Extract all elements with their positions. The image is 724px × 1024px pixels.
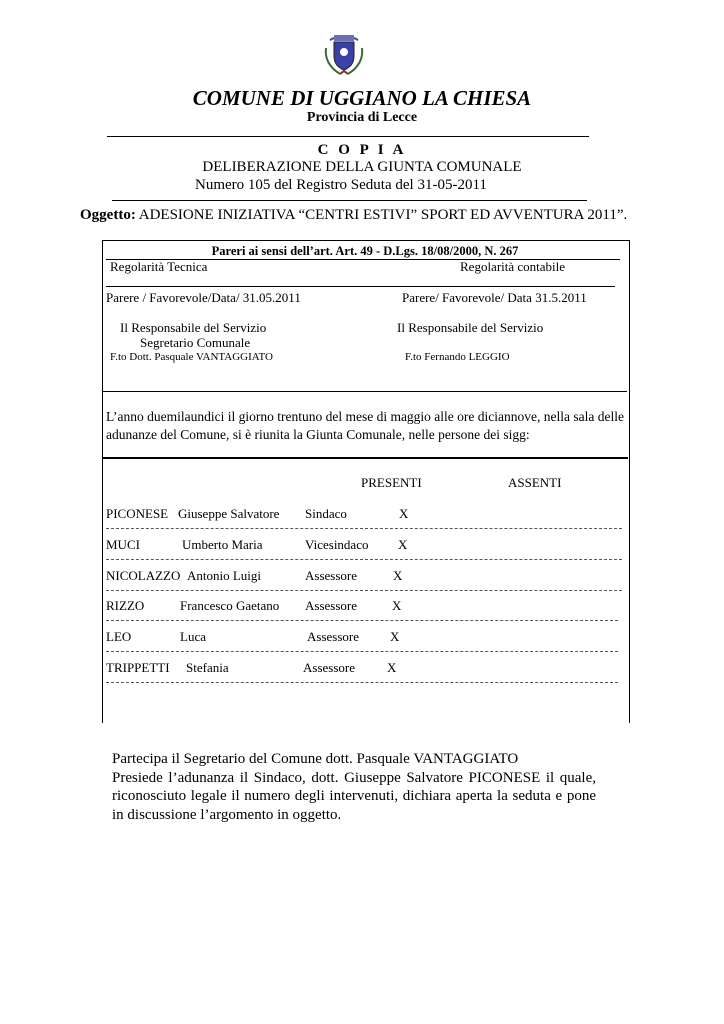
registro-line: Numero 105 del Registro Seduta del 31-05-2011	[195, 177, 487, 193]
member-presente-mark: X	[399, 506, 409, 521]
member-name: Antonio Luigi	[187, 568, 262, 583]
row-divider	[106, 528, 622, 529]
row-divider	[106, 682, 618, 683]
firma-contabile: F.to Fernando LEGGIO	[405, 351, 510, 363]
divider	[107, 136, 589, 137]
seduta-paragraph: L’anno duemilaundici il giorno trentuno del mese di maggio alle ore diciannove, nella sala delle adunanze del Comune, si è riunita la Giunta Comunale, nelle persone dei sigg:	[106, 409, 624, 442]
row-divider	[106, 559, 622, 560]
member-role: Assessore	[305, 598, 357, 613]
member-presente-mark: X	[390, 629, 400, 644]
divider	[106, 286, 615, 287]
pareri-title: Pareri ai sensi dell’art. Art. 49 - D.Lgs. 18/08/2000, N. 267	[211, 244, 519, 258]
member-role: Assessore	[307, 629, 359, 644]
presidenza-text: Presiede l’adunanza il Sindaco, dott. Giuseppe Salvatore PICONESE il quale, riconosciuto legale il numero degli intervenuti, dichiara aperta la seduta e pone in discussione l’argomento in oggetto.	[112, 769, 596, 823]
divider	[103, 391, 627, 392]
member-surname: RIZZO	[106, 598, 145, 613]
oggetto-label: Oggetto:	[80, 207, 136, 223]
member-surname: NICOLAZZO	[106, 568, 181, 583]
member-role: Vicesindaco	[305, 537, 369, 552]
member-role: Sindaco	[305, 506, 347, 521]
member-presente-mark: X	[393, 568, 403, 583]
divider	[112, 200, 587, 201]
regolarita-contabile: Regolarità contabile	[460, 259, 566, 274]
provincia: Provincia di Lecce	[306, 110, 418, 125]
member-name: Stefania	[186, 660, 229, 675]
firma-tecnico: F.to Dott. Pasquale VANTAGGIATO	[110, 351, 273, 363]
responsabile-contabile: Il Responsabile del Servizio	[397, 320, 544, 335]
member-name: Francesco Gaetano	[180, 598, 280, 613]
copia-label: C O P I A	[317, 142, 407, 158]
parere-tecnico: Parere / Favorevole/Data/ 31.05.2011	[106, 290, 301, 305]
member-surname: PICONESE	[106, 506, 169, 521]
member-role: Assessore	[303, 660, 355, 675]
member-role: Assessore	[305, 568, 357, 583]
header-assenti: ASSENTI	[508, 475, 562, 490]
header-presenti: PRESENTI	[361, 475, 422, 490]
oggetto-text: ADESIONE INIZIATIVA “CENTRI ESTIVI” SPORT ED AVVENTURA 2011”.	[135, 207, 628, 223]
segretario-line: Partecipa il Segretario del Comune dott. Pasquale VANTAGGIATO	[112, 751, 519, 767]
member-presente-mark: X	[387, 660, 397, 675]
member-surname: MUCI	[106, 537, 140, 552]
member-surname: LEO	[106, 629, 132, 644]
footer-paragraph	[112, 750, 596, 824]
member-name: Luca	[180, 629, 206, 644]
municipal-coat-of-arms-icon	[322, 30, 366, 78]
parere-contabile: Parere/ Favorevole/ Data 31.5.2011	[402, 290, 587, 305]
comune-title: COMUNE DI UGGIANO LA CHIESA	[192, 86, 532, 110]
row-divider	[106, 620, 618, 621]
member-name: Giuseppe Salvatore	[178, 506, 280, 521]
member-presente-mark: X	[398, 537, 408, 552]
oggetto-line	[80, 207, 627, 224]
row-divider	[106, 590, 622, 591]
member-presente-mark: X	[392, 598, 402, 613]
member-name: Umberto Maria	[182, 537, 263, 552]
member-surname: TRIPPETTI	[106, 660, 170, 675]
ruolo-segretario: Segretario Comunale	[140, 335, 251, 350]
deliberazione-title: DELIBERAZIONE DELLA GIUNTA COMUNALE	[202, 159, 522, 175]
regolarita-tecnica: Regolarità Tecnica	[110, 259, 208, 274]
responsabile-tecnico: Il Responsabile del Servizio	[120, 320, 267, 335]
divider	[103, 457, 628, 459]
row-divider	[106, 651, 618, 652]
